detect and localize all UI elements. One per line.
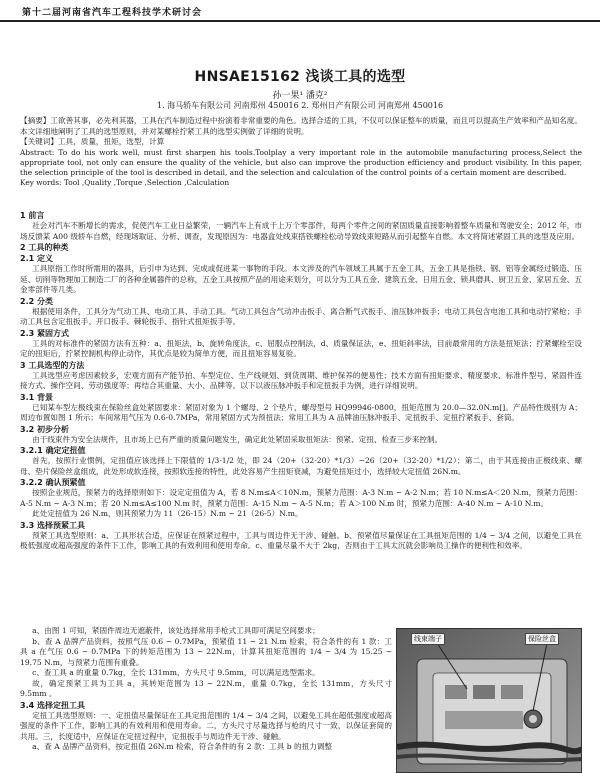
paragraph: 首先，按照行业惯例，定扭值应该选择上下限值的 1/3-1/2 处，即 24（20+（32-20）*1/3）~26（20+（32-20）*1/2）；第二，由于其连接由正极线束、螺母、垫片保险丝盒组成，此处形成软连接，按照软连接的特性，此处容易产生扭矩衰减，为避免扭矩过小，选择较大定扭值 26N.m。 (20, 456, 582, 476)
paragraph: 已知某车型左极线束在保险丝盒处紧固要求：紧固对象为 1 个螺母、2 个垫片，螺母型号 HQ99946-0800，扭矩范围为 20.0—32.0N.m[]。产品特性级别为 A；周边布置如图 1 所示；车间常用气压为 0.6-0.7MPa，常用紧固方式为预扭法；常用工具为 A 品牌油压脉冲扳手、定扭扳手、定扭拧紧扳手、套筒。 (20, 402, 582, 422)
narrow-body (20, 626, 392, 753)
abstract-en: Abstract: To do his work well, must first sharpen his tools.Toolplay a very important role in the automobile manufacturing process,Select the appropriate tool, not only can ensure the quality of the vehicle, but also can improve the production efficiency and product visibility. In this paper, the selection principle of the tool is described in detail, and the selection and calculation of the control points of a certain moment are described. (20, 147, 582, 177)
paragraph: 由于线束件为安全法规件，且市场上已有严重的质量问题发生，确定此处紧固采取扭矩法：预紧、定扭、检查三步来控制。 (32, 434, 443, 444)
section-heading: 3.2.1 确定定扭值 (20, 446, 86, 455)
paragraph: 根据使用条件，工具分为气动工具、电动工具、手动工具。气动工具包含气动冲击扳手、离合断气式扳手、油压脉冲扳手；电动工具包含电池工具和电动拧紧枪；手动工具包含定扭扳手、开口扳手、棘轮扳手、指针式扭矩扳手等。 (20, 306, 582, 326)
paragraph: c、查工具 a 的重量 0.7kg，全长 131mm，方头尺寸 9.5mm，可以满足选型需求。 (32, 668, 320, 677)
fuse-box-photo-drawing (397, 629, 582, 773)
paragraph: b、查 A 品牌产品资料，按照气压 0.6 ~ 0.7MPa，预紧值 11 ~ 21 N.m 检索，符合条件的有 1 款：工具 a 在气压 0.6 ~ 0.7MPa 下的转矩范围为 13 ~ 22N.m，计算其扭矩范围的 1/4 ~ 3/4 为 15.25 ~ 19.75 N.m，与预紧力范围有重叠。 (20, 636, 392, 667)
paper-title: HNSAE15162 浅谈工具的选型 (194, 69, 406, 85)
figure-label-fusebox: 保险丝盒 (525, 633, 559, 645)
section-heading: 3.1 背景 (20, 392, 53, 402)
paragraph: a、查 A 品牌产品资料，按定扭值 26N.m 检索，符合条件的有 2 款：工具 b 的扭力调整 (32, 742, 333, 751)
section-heading: 3.2.2 确认预紧值 (20, 478, 86, 487)
paragraph: 工具的对标准件的紧固方法有五种：a、扭矩法，b、旋转角度法，c、屈服点控制法，d、质量保证法，e、扭矩斜率法，目前最常用的方法是扭矩法；拧紧螺栓至设定的扭矩后，拧紧控制机构停止动作，其优点是较为简单方便，而且扭矩容易复验。 (20, 338, 582, 358)
paragraph: 此处定扭值为 26 N.m，则其预紧力为 11（26-15）N.m ~ 21（26-5）N.m。 (32, 509, 303, 518)
paragraph: 工具选型应考虑因素较多，宏观方面有产能节拍、车型定位、生产线规划、到货周期、维护保养的便易性；技术方面有扭矩要求、精度要求、标准件型号、紧固件连接方式、操作空间、劳动强度等；再结合其重量、大小、品牌等。以下以液压脉冲扳手和定扭扳手为例，进行详细说明。 (20, 370, 582, 390)
running-header: 第十二届河南省汽车工程科技学术研讨会 (22, 8, 203, 18)
section-heading: 2.2 分类 (20, 296, 53, 306)
paper-authors: 孙一果¹ 潘克² (272, 91, 328, 101)
header-rule (0, 20, 600, 22)
paragraph: 工具原指工作时所需用的器具，后引申为达到、完成或促进某一事物的手段。本文涉及的汽车领域工具属于五金工具，五金工具是指铁、钢、铝等金属经过锻造、压延、切削等物理加工制造二厂的各种金属器件的总称，五金工具按照产品的用途来划分，可以分为工具五金、建筑五金、日用五金、锁具磨具、厨卫五金、家居五金、五金零部件等几类。 (20, 264, 582, 294)
keywords-cn: 【关键词】工具，质量，扭矩，选型，计算 (20, 137, 165, 146)
section-heading: 3.3 选择预紧工具 (20, 520, 85, 530)
section-heading: 2 工具的种类 (20, 243, 69, 252)
section-heading: 2.3 紧固方式 (20, 328, 69, 338)
paragraph: a、由图 1 可知，紧固件周边无遮蔽件，该处选择常用手枪式工具即可满足空间要求； (32, 626, 320, 635)
paragraph: 预紧工具选型原则：a、工具形状合适，应保证在预紧过程中，工具与周边件无干涉、碰触。b、预紧值尽量保证在工具扭矩范围的 1/4 ~ 3/4 之间，以避免工具在极低强度或超高强度的条件下工作，影响工具的有效利用和使用寿命。c、重量尽量不大于 2kg，否则由于工具太沉就会影响员工操作的便利性和效率。 (20, 530, 582, 550)
section-heading: 3.2 初步分析 (20, 424, 69, 434)
paragraph: 定扭工具选型原则：一、定扭值尽量保证在工具定扭范围的 1/4 ~ 3/4 之间，以避免工具在超低强度或超高强度的条件下工作，影响工具的有效利用和使用寿命。二，方头尺寸尽量选择与枪的尺寸一致，以保证套筒的共用。三，长度适中，应保证在定扭过程中，定扭扳手与周边件无干涉、碰触。 (20, 710, 392, 741)
figure-fuse-box-photo (396, 628, 582, 773)
section-heading: 3.4 选择定扭工具 (20, 700, 85, 710)
keywords-en: Key words: Tool ,Quality ,Torque ,Selection ,Calculation (20, 177, 230, 187)
abstract-cn: 【摘要】工欲善其事，必先利其器，工具在汽车制造过程中扮演着非常重要的角色。选择合适的工具，不仅可以保证整车的质量，而且可以提高生产效率和产品知名度。本文详细地阐明了工具的选型原则，并对某螺栓拧紧工具的选型实例做了详细的说明。 (20, 116, 582, 136)
abstract-block (20, 116, 582, 188)
section-heading: 1 前言 (20, 211, 45, 220)
main-body (20, 210, 582, 552)
paragraph: 按照企业规范，预紧力的选择原则如下：设定定扭值为 A，若 8 N.m≤A＜10N.m，预紧力范围：A-3 N.m ~ A-2 N.m；若 10 N.m≤A＜20 N.m，预紧力范围：A-5 N.m ~ A-3 N.m；若 20 N.m≤A≤100 N.m 时，预紧力范围：A-15 N.m ~ A-5 N.m；若 A＞100 N.m 时，预紧力范围：A-40 N.m ~ A-10 N.m。 (20, 488, 582, 508)
paragraph: 故，确定预紧工具为工具 a，其转矩范围为 13 ~ 22N.m，重量 0.7kg，全长 131mm，方头尺寸 9.5mm 。 (20, 678, 392, 698)
paper-affiliation: 1. 海马轿车有限公司 河南郑州 450016 2. 郑州日产有限公司 河南郑州 450016 (156, 101, 444, 110)
paragraph: 社会对汽车不断增长的需求，促使汽车工业日益繁荣，一辆汽车上有成千上万个零部件，每两个零件之间的紧固质量直接影响着整车质量和驾驶安全；2012 年，市场反馈某 A00 级轿车自燃，经现场取证、分析、调查，发现原因为：电器盒处线束搭铁螺栓松动导致线束短路从而引起整车自燃。本文将简述紧固工具的选型及应用。 (20, 221, 582, 241)
figure-label-terminal: 线束端子 (411, 633, 445, 645)
section-heading: 2.1 定义 (20, 254, 53, 263)
section-heading: 3 工具选型的方法 (20, 360, 85, 370)
